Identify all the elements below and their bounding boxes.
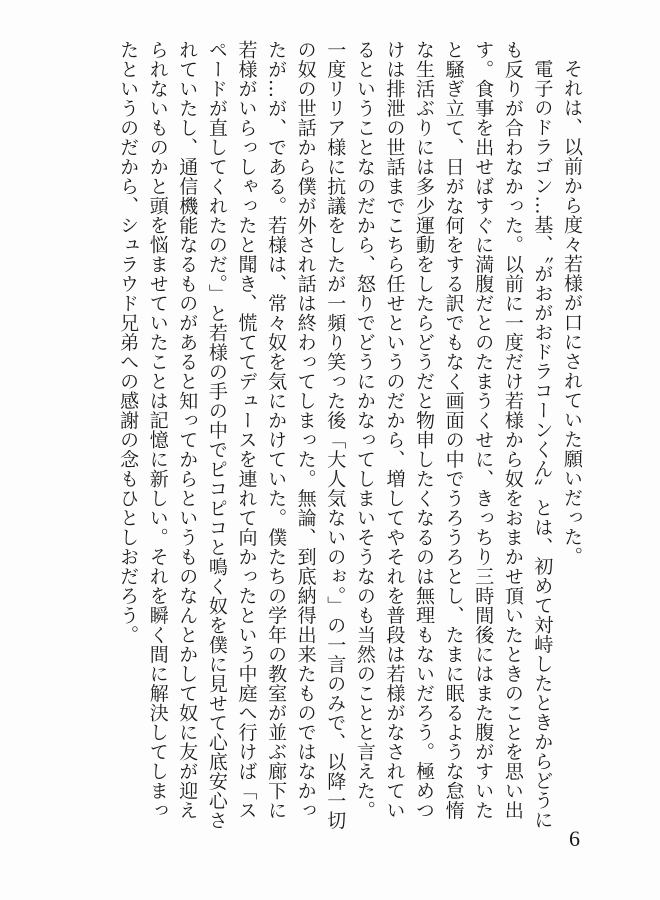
paragraph-main: 電子のドラゴン…基、〝がおがおドラコーンくん〟とは、初めて対峙したときからどうにも反りが合わなかった。以前に一度だけ若様から奴をおまかせ頂いたときのことを思い出す。食事を出せばすぐに満腹だとのたまうくせに、きっちり三時間後にはまた腹がすいたと騒ぎ立て、日がな何をする訳でもなく画面の中でうろうろとし、たまに眠るような怠惰な生活ぶりには多少運動をしたらどうだと物申したくなるのは無理もないだろう。極めつけは排泄の世話までこちら任せというのだから、増してやそれを普段は若様がなされているということなのだから、怒りでどうにかなってしまいそうなのも当然のことと言えた。一度リリア様に抗議をしたが一頻り笑った後「大人気ないのぉ。」の一言のみで、以降一切の奴の世話から僕が外され話は終わってしまった。無論、到底納得出来たものではなかったが…が、である。若様は、常々奴を気にかけていた。僕たちの学年の教室が並ぶ廊下に若様がいらっしゃったと聞き、慌ててデュースを連れて向かったという中庭へ行けば「スペードが直してくれたのだ。」と若様の手の中でピコピコと鳴く奴を僕に見せて心底安心されていたし、通信機能なるものがあると知ってからというものなんとかして奴に友が迎えられないものかと頭を悩ませていたことは記憶に新しい。それを瞬く間に解決してしまったというのだから、シュラウド兄弟への感謝の念もひとしおだろう。 xyxy=(117,40,554,830)
page-number: 6 xyxy=(569,826,580,851)
vertical-text-body xyxy=(66,40,586,830)
paragraph-opening: それは、以前から度々若様が口にされていた願いだった。 xyxy=(561,59,583,566)
